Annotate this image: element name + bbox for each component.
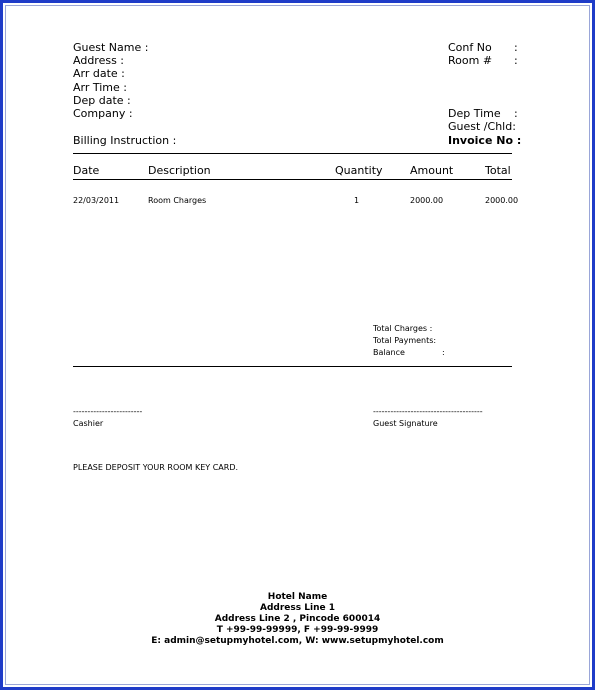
conf-no-label: Conf No bbox=[448, 41, 492, 54]
room-label: Room # bbox=[448, 54, 493, 67]
balance-label: Balance bbox=[373, 348, 405, 357]
row-total: 2000.00 bbox=[485, 196, 519, 205]
row-amount: 2000.00 bbox=[410, 196, 444, 205]
key-card-notice: PLEASE DEPOSIT YOUR ROOM KEY CARD. bbox=[73, 463, 239, 472]
guest-signature-label: Guest Signature bbox=[373, 419, 438, 428]
room-colon: : bbox=[514, 54, 518, 67]
header-description: Description bbox=[148, 164, 211, 177]
hotel-phone-fax: T +99-99-99999, F +99-99-9999 bbox=[216, 625, 379, 635]
dep-time-colon: : bbox=[514, 107, 518, 120]
dep-time-label: Dep Time bbox=[448, 107, 501, 120]
billing-instruction-label: Billing Instruction : bbox=[73, 134, 177, 147]
dep-date-label: Dep date : bbox=[73, 94, 131, 107]
arr-time-label: Arr Time : bbox=[73, 81, 127, 94]
conf-no-colon: : bbox=[514, 41, 518, 54]
arr-date-label: Arr date : bbox=[73, 67, 125, 80]
header-amount: Amount bbox=[410, 164, 454, 177]
hotel-address-line-1: Address Line 1 bbox=[260, 603, 335, 613]
row-date: 22/03/2011 bbox=[73, 196, 120, 205]
table-top-rule bbox=[73, 153, 512, 154]
guest-name-label: Guest Name : bbox=[73, 41, 149, 54]
company-label: Company : bbox=[73, 107, 133, 120]
address-label: Address : bbox=[73, 54, 125, 67]
hotel-name: Hotel Name bbox=[267, 592, 328, 602]
guest-signature-line: -------------------------------------- bbox=[373, 407, 483, 416]
row-quantity: 1 bbox=[354, 196, 360, 205]
guest-chld-label: Guest /Chld: bbox=[448, 120, 516, 133]
table-header-rule bbox=[73, 179, 512, 180]
cashier-signature-line: ------------------------ bbox=[73, 407, 143, 416]
header-date: Date bbox=[73, 164, 100, 177]
cashier-label: Cashier bbox=[73, 419, 104, 428]
row-description: Room Charges bbox=[148, 196, 207, 205]
hotel-address-line-2: Address Line 2 , Pincode 600014 bbox=[214, 614, 381, 624]
hotel-email-web: E: admin@setupmyhotel.com, W: www.setupmyhotel.com bbox=[151, 636, 444, 646]
invoice-no-label: Invoice No : bbox=[448, 134, 522, 147]
total-payments-label: Total Payments: bbox=[373, 336, 437, 345]
total-charges-label: Total Charges : bbox=[373, 324, 433, 333]
balance-colon: : bbox=[442, 348, 445, 357]
summary-rule bbox=[73, 366, 512, 367]
hotel-footer bbox=[0, 592, 595, 647]
header-quantity: Quantity bbox=[335, 164, 383, 177]
header-total: Total bbox=[485, 164, 511, 177]
